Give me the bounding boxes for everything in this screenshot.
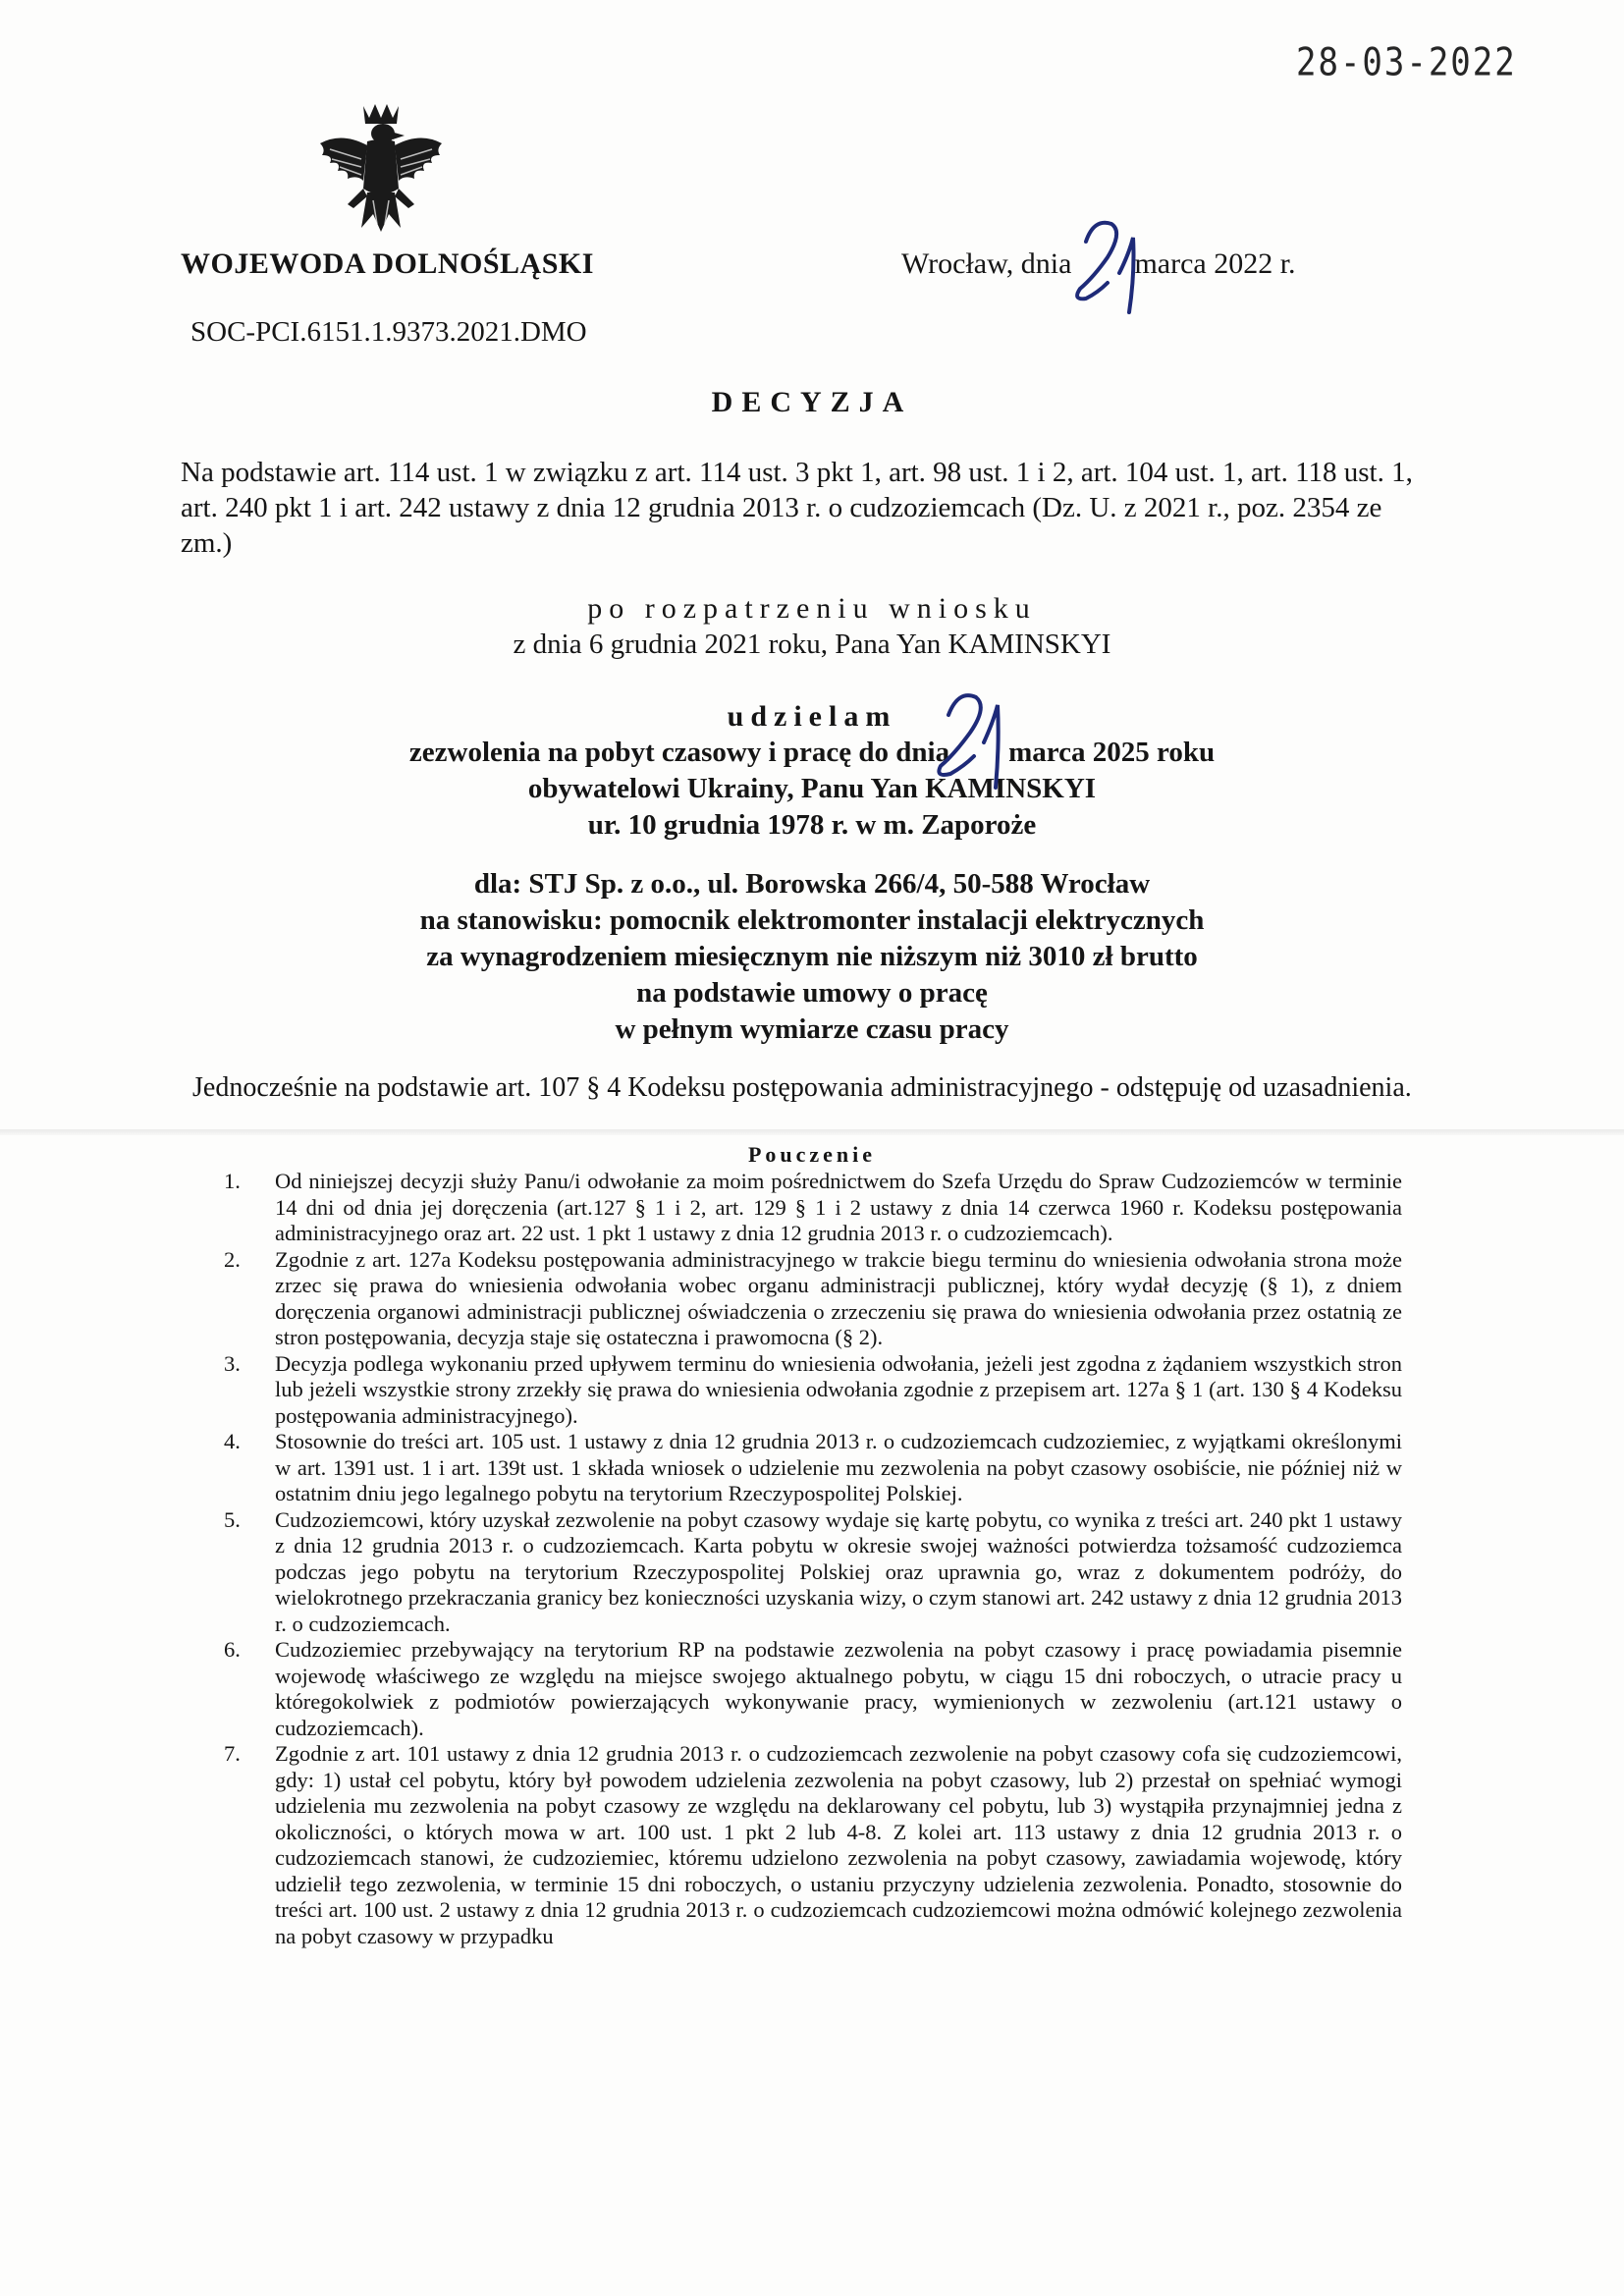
decision-verb: udzielam [727, 700, 897, 733]
salary-line: za wynagrodzeniem miesięcznym nie niższym niż 3010 zł brutto [426, 941, 1198, 972]
place-date-suffix: marca 2022 r. [1134, 247, 1296, 280]
position-line: na stanowisku: pomocnik elektromonter instalacji elektrycznych [419, 904, 1205, 936]
birth-line: ur. 10 grudnia 1978 r. w m. Zaporoże [587, 809, 1037, 841]
instruction-item: 1. Od niniejszej decyzji służy Panu/i odwołanie za moim pośrednictwem do Szefa Urzędu do Spraw Cudzoziemców w terminie 14 dni od dnia jej doręczenia (art.127 § 1 i 2, art. 129 § 1 i 2 ustawy z dnia 14 czerwca 1960 r. Kodeksu postępowania administracyjnego oraz art. 22 ust. 1 pkt 1 ustawy z dnia 12 grudnia 2013 r. o cudzoziemcach). [224, 1169, 1402, 1245]
instructions-title: Pouczenie [747, 1142, 877, 1167]
instruction-item: 7. Zgodnie z art. 101 ustawy z dnia 12 grudnia 2013 r. o cudzoziemcach zezwolenie na pobyt czasowy cofa się cudzoziemcowi, gdy: 1) ustał cel pobytu, który był powodem udzielenia zezwolenia na pobyt czasowy, lub 2) przestał on spełniać wymogi udzielenia mu zezwolenia na pobyt czasowy ze względu na deklarowany cel pobytu, lub 3) wystąpiła przynajmniej jedna z okoliczności, o których mowa w art. 100 ust. 1 pkt 2 lub 4-8. Z kolei art. 113 ustawy z dnia 12 grudnia 2013 r. o cudzoziemcach stanowi, że cudzoziemiec, któremu udzielono zezwolenia na pobyt czasowy, zawiadamia wojewodę, który udzielił tego zezwolenia, w terminie 15 dni roboczych, o ustaniu przyczyny udzielenia zezwolenia. Ponadto, stosownie do treści art. 100 ust. 2 ustawy z dnia 12 grudnia 2013 r. o cudzoziemcach cudzoziemcowi można odmówić kolejnego zezwolenia na pobyt czasowy w przypadku [224, 1741, 1402, 1948]
document-title: DECYZJA [711, 386, 913, 418]
employment-block [0, 866, 1624, 1048]
consideration-heading: po rozpatrzeniu wniosku [587, 592, 1037, 625]
application-reference: z dnia 6 grudnia 2021 roku, Pana Yan KAMINSKYI [513, 629, 1111, 660]
working-time-line: w pełnym wymiarze czasu pracy [615, 1013, 1009, 1045]
paper-fold-line [0, 1129, 1624, 1135]
contract-line: na podstawie umowy o pracę [636, 977, 988, 1009]
instructions-list [224, 1169, 1402, 1949]
handwritten-day-permit [927, 685, 1025, 795]
permit-suffix: marca 2025 roku [1008, 737, 1216, 768]
case-reference-number: SOC-PCI.6151.1.9373.2021.DMO [190, 316, 587, 348]
citizen-line: obywatelowi Ukrainy, Panu Yan KAMINSKYI [527, 773, 1097, 804]
decision-block [0, 735, 1624, 844]
permit-line [0, 735, 1624, 771]
instruction-item: 3. Decyzja podlega wykonaniu przed upływem terminu do wniesienia odwołania, jeżeli jest zgodna z żądaniem wszystkich stron lub jeżeli wszystkie strony zrzekły się prawa do wniesienia odwołania zgodnie z przepisem art. 127a § 1 (art. 130 § 4 Kodeksu postępowania administracyjnego). [224, 1350, 1402, 1428]
received-date-stamp: 28-03-2022 [1296, 40, 1517, 85]
instruction-item: 4. Stosownie do treści art. 105 ust. 1 ustawy z dnia 12 grudnia 2013 r. o cudzoziemcach cudzoziemiec, z wyjątkami określonymi w art. 1391 ust. 1 i art. 139t ust. 1 składa wniosek o udzielenie mu zezwolenia na pobyt czasowy osobiście, nie później niż w ostatnim dniu jego legalnego pobytu na terytorium Rzeczypospolitej Polskiej. [224, 1429, 1402, 1505]
legal-basis-paragraph: Na podstawie art. 114 ust. 1 w związku z art. 114 ust. 3 pkt 1, art. 98 ust. 1 i 2, art. 104 ust. 1, art. 118 ust. 1, art. 240 pkt 1 i art. 242 ustawy z dnia 12 grudnia 2013 r. o cudzoziemcach (Dz. U. z 2021 r., poz. 2354 ze zm.) [181, 457, 1413, 559]
issuing-authority: WOJEWODA DOLNOŚLĄSKI [181, 247, 594, 280]
employer-line: dla: STJ Sp. z o.o., ul. Borowska 266/4, 50-588 Wrocław [473, 868, 1151, 900]
instruction-item: 2. Zgodnie z art. 127a Kodeksu postępowania administracyjnego w trakcie biegu terminu do wniesienia odwołania strona może zrzec się prawa do wniesienia odwołania wobec organu administracji publicznej, który wydał decyzję (§ 1), z dniem doręczenia organowi administracji publicznej oświadczenia o zrzeczeniu się prawa do wniesienia odwołania przez ostatnią ze stron postępowania, decyzja staje się ostateczna i prawomocna (§ 2). [224, 1246, 1402, 1349]
permit-prefix: zezwolenia na pobyt czasowy i pracę do dnia [408, 737, 950, 768]
handwritten-day-header [1064, 214, 1159, 322]
polish-eagle-emblem-icon [312, 98, 450, 244]
place-date-prefix: Wrocław, dnia [901, 247, 1072, 280]
joint-statement: Jednocześnie na podstawie art. 107 § 4 Kodeksu postępowania administracyjnego - odstępuję od uzasadnienia. [192, 1072, 1412, 1103]
instruction-item: 5. Cudzoziemcowi, który uzyskał zezwolenie na pobyt czasowy wydaje się kartę pobytu, co wynika z treści art. 240 pkt 1 ustawy z dnia 12 grudnia 2013 r. o cudzoziemcach. Karta pobytu w okresie swojej ważności potwierdza tożsamość cudzoziemca podczas jego pobytu na terytorium Rzeczypospolitej Polskiej oraz uprawnia go, wraz z dokumentem podróży, do wielokrotnego przekraczania granicy bez konieczności uzyskania wizy, o czym stanowi art. 242 ustawy z dnia 12 grudnia 2013 r. o cudzoziemcach. [224, 1506, 1402, 1636]
instruction-item: 6. Cudzoziemiec przebywający na terytorium RP na podstawie zezwolenia na pobyt czasowy i pracę powiadamia pisemnie wojewodę właściwego ze względu na miejsce swojego aktualnego pobytu, w ciągu 15 dni roboczych, o utracie pracy u któregokolwiek z podmiotów powierzających wykonywanie pracy, wymienionych w zezwoleniu (art.121 ustawy o cudzoziemcach). [224, 1637, 1402, 1740]
